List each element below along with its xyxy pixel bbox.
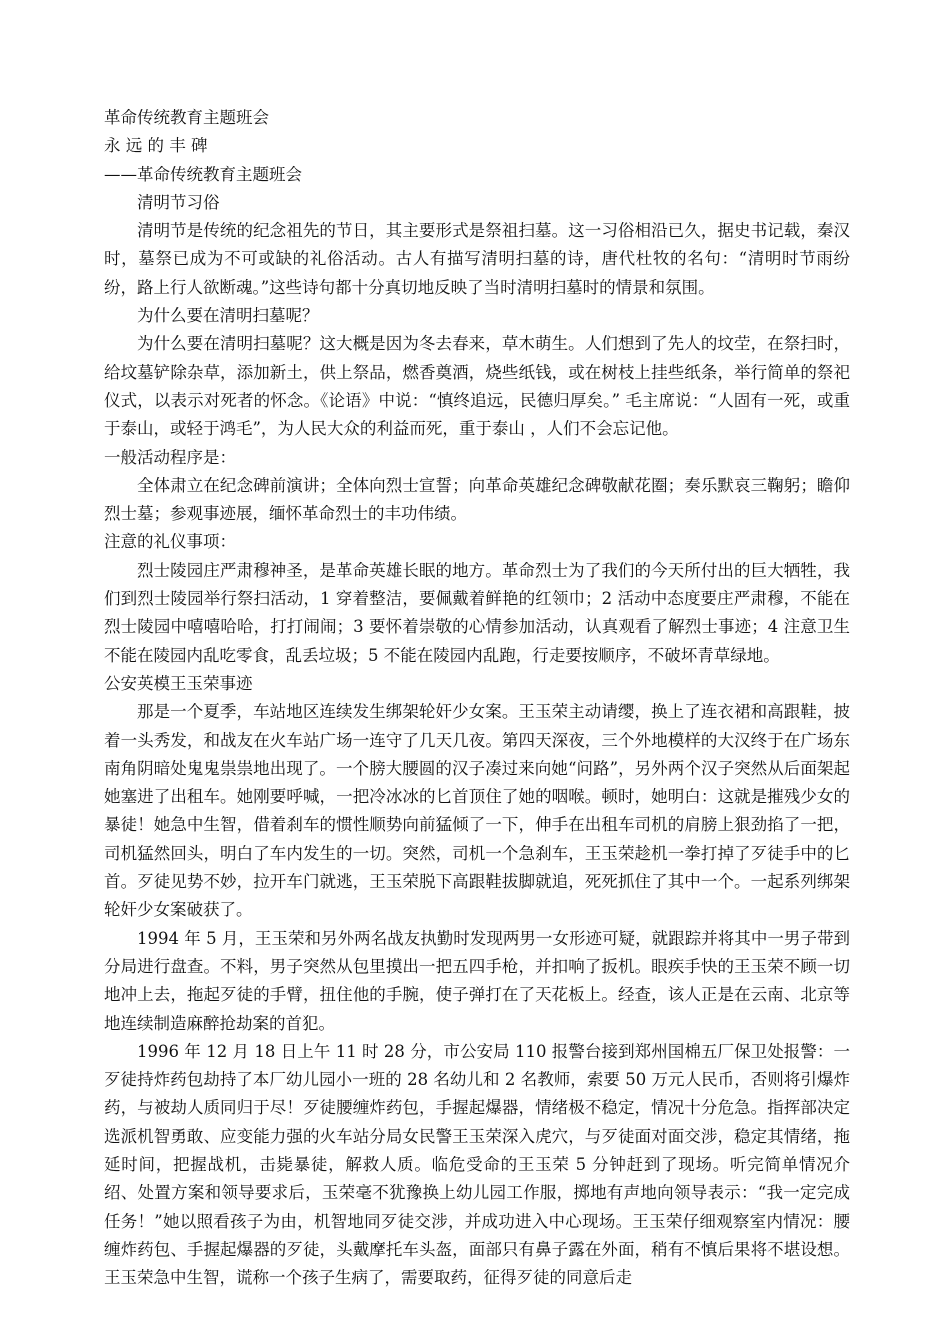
- paragraph-why-sweep: 为什么要在清明扫墓呢？这大概是因为冬去春来，草木萌生。人们想到了先人的坟茔，在祭扫时，给坟墓铲除杂草，添加新土，供上祭品，燃香奠酒，烧些纸钱，或在树枝上挂些纸条，举行简单的祭祀仪式，以表示对死者的怀念。《论语》中说：“慎终追远，民德归厚矣。” 毛主席说：“人固有一死，或重于泰山，或轻于鸿毛”，为人民大众的利益而死，重于泰山 ，人们不会忘记他。: [104, 334, 850, 439]
- paragraph-activity-program: 全体肃立在纪念碑前演讲；全体向烈士宣誓；向革命英雄纪念碑敬献花圈；奏乐默哀三鞠躬；瞻仰烈士墓；参观事迹展，缅怀革命烈士的丰功伟绩。: [104, 475, 850, 524]
- paragraph-hero-1996: 1996 年 12 月 18 日上午 11 时 28 分，市公安局 110 报警台接到郑州国棉五厂保卫处报警：一歹徒持炸药包劫持了本厂幼儿园小一班的 28 名幼儿和 2 名教师，索要 50 万元人民币，否则将引爆炸药，与被劫人质同归于尽！歹徒腰缠炸药包，手握起爆器，情绪极不稳定，情况十分危急。指挥部决定选派机智勇敢、应变能力强的火车站分局女民警王玉荣深入虎穴，与歹徒面对面交涉，稳定其情绪，拖延时间，把握战机，击毙暴徒，解救人质。临危受命的王玉荣 5 分钟赶到了现场。听完简单情况介绍、处置方案和领导要求后，玉荣毫不犹豫换上幼儿园工作服，掷地有声地向领导表示：“我一定完成任务！”她以照看孩子为由，机智地同歹徒交涉，并成功进入中心现场。王玉荣仔细观察室内情况：腰缠炸药包、手握起爆器的歹徒，头戴摩托车头盔，面部只有鼻子露在外面，稍有不慎后果将不堪设想。王玉荣急中生智，谎称一个孩子生病了，需要取药，征得歹徒的同意后走: [104, 1041, 850, 1288]
- paragraph-etiquette: 烈士陵园庄严肃穆神圣，是革命英雄长眠的地方。革命烈士为了我们的今天所付出的巨大牺牲，我们到烈士陵园举行祭扫活动，1 穿着整洁，要佩戴着鲜艳的红领巾；2 活动中态度要庄严肃穆，不能在烈士陵园中嘻嘻哈哈，打打闹闹；3 要怀着崇敬的心情参加活动，认真观看了解烈士事迹；4 注意卫生不能在陵园内乱吃零食，乱丢垃圾；5 不能在陵园内乱跑，行走要按顺序，不破坏青草绿地。: [104, 560, 850, 665]
- document-subtitle-dash: ——革命传统教育主题班会: [104, 164, 302, 184]
- heading-hero-wang-yurong: 公安英模王玉荣事迹: [104, 673, 253, 693]
- paragraph-qingming: 清明节是传统的纪念祖先的节日，其主要形式是祭祖扫墓。这一习俗相沿已久，据史书记载，秦汉时，墓祭已成为不可或缺的礼俗活动。古人有描写清明扫墓的诗，唐代杜牧的名句：“清明时节雨纷纷，路上行人欲断魂。”这些诗句都十分真切地反映了当时清明扫墓时的情景和氛围。: [104, 221, 850, 297]
- document-page: [104, 104, 850, 1292]
- heading-etiquette: 注意的礼仪事项：: [104, 532, 236, 552]
- heading-qingming-custom: 清明节习俗: [137, 192, 220, 212]
- document-subtitle: 永 远 的 丰 碑: [104, 136, 208, 156]
- heading-why-sweep: 为什么要在清明扫墓呢？: [137, 306, 319, 326]
- paragraph-hero-summer-case: 那是一个夏季，车站地区连续发生绑架轮奸少女案。王玉荣主动请缨，换上了连衣裙和高跟鞋，披着一头秀发，和战友在火车站广场一连守了几天几夜。第四天深夜，三个外地模样的大汉终于在广场东南角阴暗处鬼鬼祟祟地出现了。一个膀大腰圆的汉子凑过来向她“问路”，另外两个汉子突然从后面架起她塞进了出租车。她刚要呼喊，一把冷冰冰的匕首顶住了她的咽喉。顿时，她明白：这就是摧残少女的暴徒！她急中生智，借着刹车的惯性顺势向前猛倾了一下，伸手在出租车司机的肩膀上狠劲掐了一把，司机猛然回头，明白了车内发生的一切。突然，司机一个急刹车，王玉荣趁机一拳打掉了歹徒手中的匕首。歹徒见势不妙，拉开车门就逃，王玉荣脱下高跟鞋拔脚就追，死死抓住了其中一个。一起系列绑架轮奸少女案破获了。: [104, 702, 850, 920]
- paragraph-hero-1994: 1994 年 5 月，王玉荣和另外两名战友执勤时发现两男一女形迹可疑，就跟踪并将其中一男子带到分局进行盘查。不料，男子突然从包里摸出一把五四手枪，并扣响了扳机。眼疾手快的王玉荣不顾一切地冲上去，拖起歹徒的手臂，扭住他的手腕，使子弹打在了天花板上。经查，该人正是在云南、北京等地连续制造麻醉抢劫案的首犯。: [104, 928, 850, 1033]
- document-title: 革命传统教育主题班会: [104, 108, 269, 127]
- heading-activity-program: 一般活动程序是：: [104, 447, 236, 467]
